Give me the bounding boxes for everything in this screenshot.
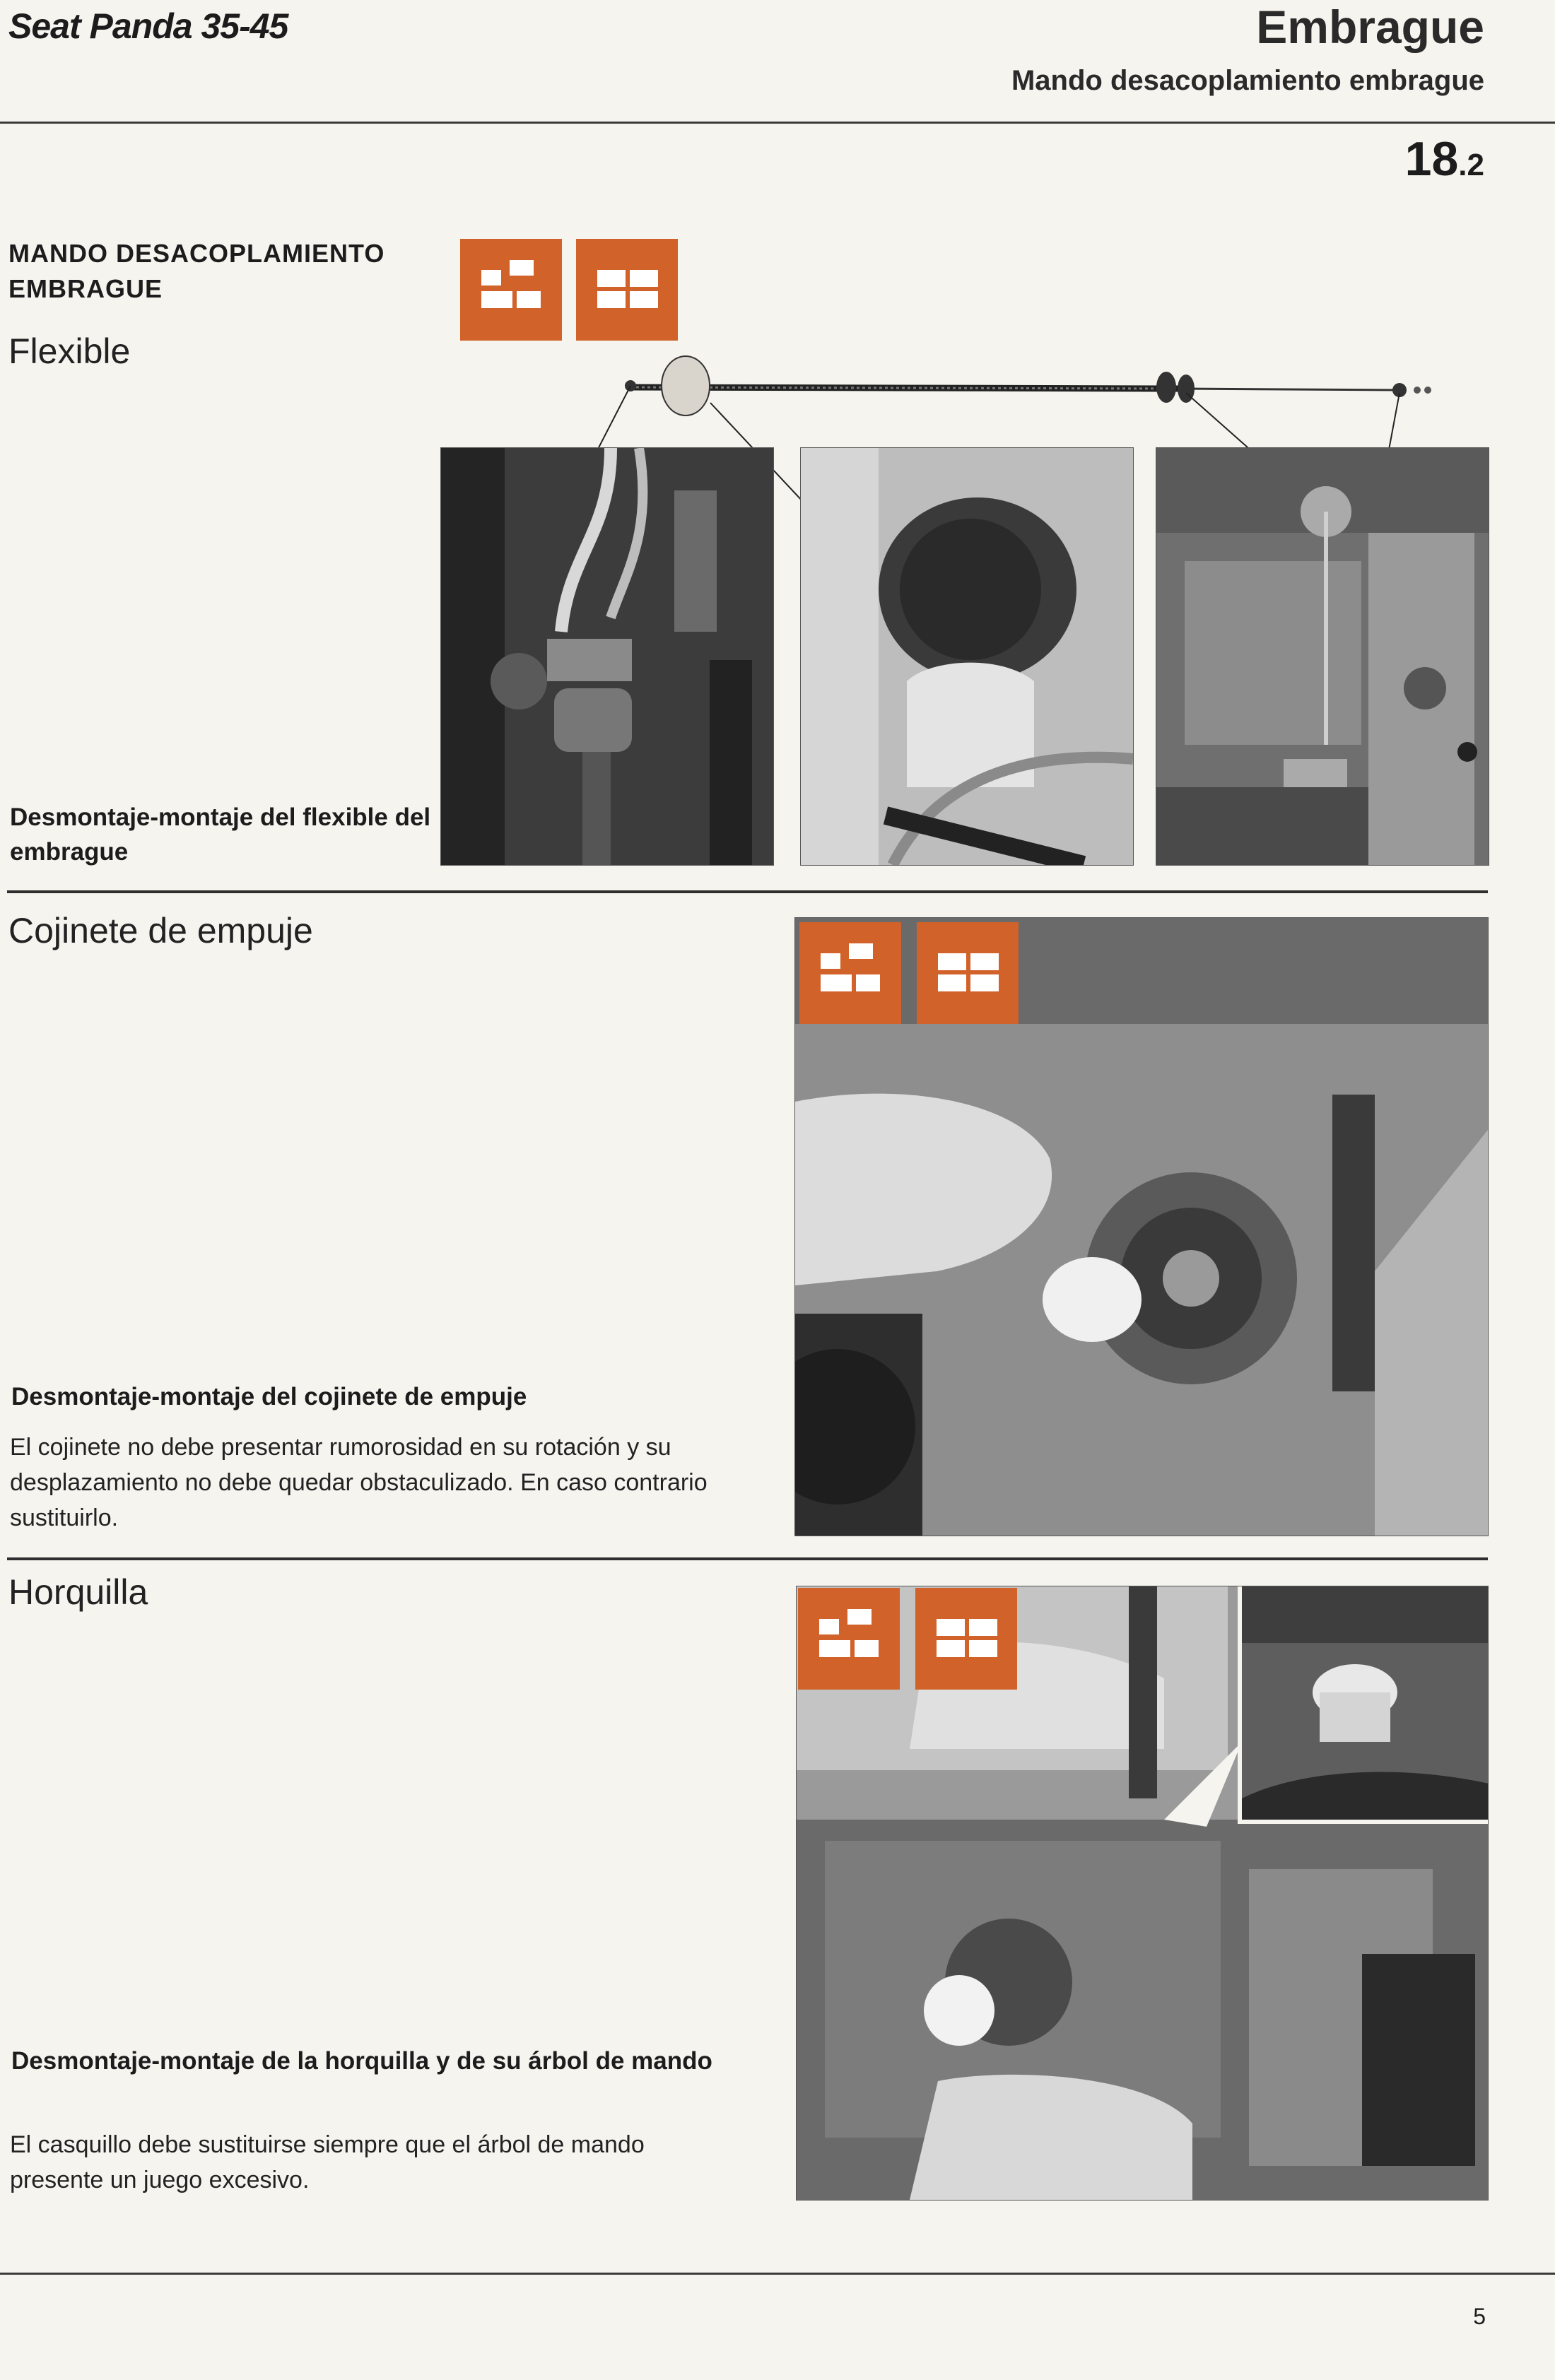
removal-icon-3 xyxy=(798,1588,900,1690)
footer-rule xyxy=(0,2273,1555,2275)
fork-shaft-photo xyxy=(796,1586,1489,2201)
section-title-flexible: Flexible xyxy=(8,331,131,371)
installation-icon-3 xyxy=(915,1588,1017,1690)
section-title-cojinete: Cojinete de empuje xyxy=(8,911,313,950)
text-horquilla: El casquillo debe sustituirse siempre que el árbol de mando presente un juego excesivo. xyxy=(10,2131,645,2193)
chapter-title: Embrague xyxy=(1256,1,1484,53)
caption-cojinete: Desmontaje-montaje del cojinete de empuje xyxy=(11,1383,527,1410)
pedal-cable-end-photo xyxy=(440,447,774,866)
section-heading-caps: MANDO DESACOPLAMIENTO EMBRAGUE xyxy=(8,239,385,303)
book-title: Seat Panda 35-45 xyxy=(8,6,288,46)
caption-horquilla: Desmontaje-montaje de la horquilla y de su árbol de mando xyxy=(11,2047,712,2075)
installation-icon-2 xyxy=(917,922,1019,1024)
section-number-main: 18 xyxy=(1404,132,1459,186)
subchapter-title: Mando desacoplamiento embrague xyxy=(1011,65,1484,96)
bushing-inset-photo xyxy=(1238,1586,1489,1824)
thrust-bearing-photo xyxy=(794,917,1489,1536)
section-separator-1 xyxy=(7,890,1488,893)
section-number-sub: .2 xyxy=(1458,148,1484,182)
bulkhead-grommet-photo xyxy=(800,447,1134,866)
caption-flexible: Desmontaje-montaje del flexible del embrague xyxy=(10,803,431,866)
header-rule xyxy=(0,122,1555,124)
section-number xyxy=(1405,131,1484,187)
section-separator-2 xyxy=(7,1557,1488,1560)
gearbox-lever-photo xyxy=(1156,447,1489,866)
installation-icon xyxy=(576,239,678,341)
text-cojinete: El cojinete no debe presentar rumorosidad en su rotación y su desplazamiento no debe quedar obstaculizado. En caso contrario sustituirlo. xyxy=(10,1434,708,1531)
removal-icon xyxy=(460,239,562,341)
removal-icon-2 xyxy=(799,922,901,1024)
section-title-horquilla: Horquilla xyxy=(8,1572,148,1612)
page-number: 5 xyxy=(1473,2304,1486,2329)
